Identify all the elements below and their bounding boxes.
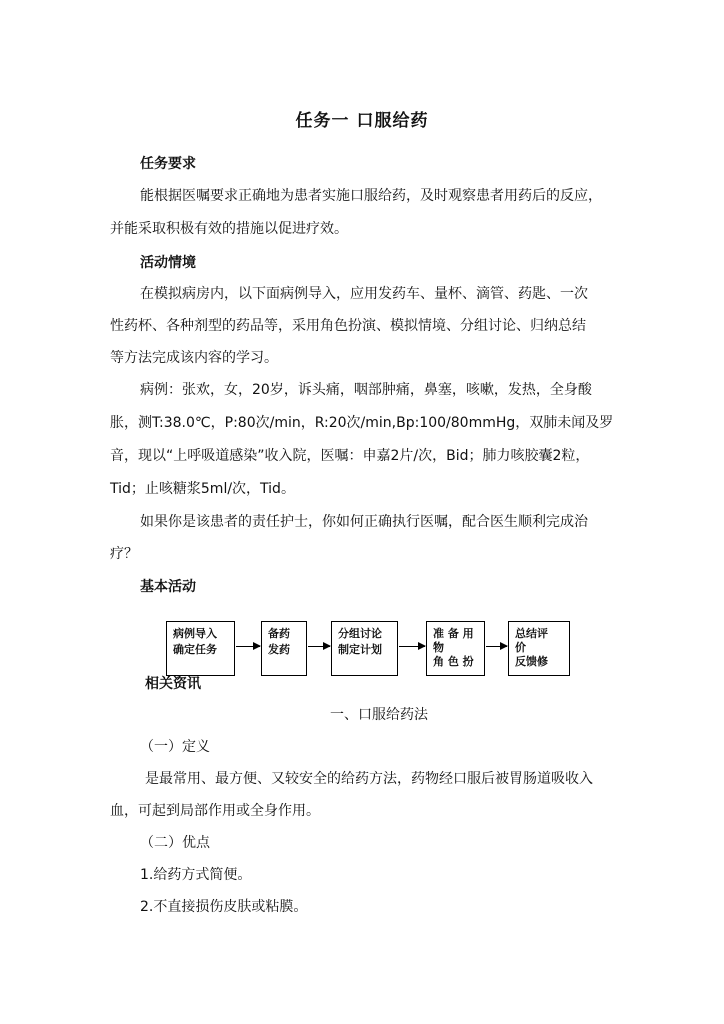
scenario-p2-line-1: 病例：张欢，女，20岁，诉头痛，咽部肿痛，鼻塞，咳嗽，发热，全身酸 [140, 382, 592, 398]
flow-step-4-line-2: 物 [433, 641, 444, 654]
heading-related-info: 相关资讯 [145, 676, 201, 692]
flow-step-2 [261, 621, 307, 676]
scenario-p1-line-1: 在模拟病房内，以下面病例导入，应用发药车、量杯、滴管、药匙、一次 [140, 286, 588, 302]
flow-step-1 [166, 621, 235, 676]
scenario-p2-line-2: 胀，测T:38.0℃，P:80次/min，R:20次/min,Bp:100/80mmHg，双肺未闻及罗 [110, 415, 614, 431]
scenario-p3-line-2: 疗？ [110, 546, 138, 562]
flow-arrow-1 [236, 646, 260, 647]
scenario-p2-line-3: 音，现以“上呼吸道感染”收入院，医嘱：申嘉2片/次，Bid；肺力咳胶囊2粒， [110, 448, 590, 464]
flow-step-5 [508, 621, 570, 676]
flow-step-4 [426, 621, 485, 676]
advantages-heading: （二）优点 [140, 835, 210, 851]
flow-step-2-line-2: 发药 [268, 643, 290, 656]
flow-step-3 [331, 621, 398, 676]
flow-step-5-line-1: 总结评 [515, 627, 548, 640]
definition-heading: （一）定义 [140, 739, 210, 755]
page-title: 任务一 口服给药 [295, 111, 429, 131]
flow-step-2-line-1: 备药 [268, 627, 290, 640]
flow-step-5-line-3: 反馈修 [515, 655, 548, 668]
advantage-item-2: 2.不直接损伤皮肤或粘膜。 [140, 899, 308, 915]
heading-activity: 基本活动 [140, 579, 196, 595]
flow-arrow-4 [486, 646, 507, 647]
flow-step-3-line-2: 制定计划 [338, 643, 382, 656]
flow-step-1-line-1: 病例导入 [173, 627, 217, 640]
scenario-p2-line-4: Tid；止咳糖浆5ml/次，Tid。 [110, 481, 295, 497]
info-subtitle: 一、口服给药法 [330, 707, 428, 723]
scenario-p1-line-2: 性药杯、各种剂型的药品等，采用角色扮演、模拟情境、分组讨论、归纳总结 [110, 318, 586, 334]
flow-arrow-2 [308, 646, 330, 647]
flow-step-4-line-3: 角 色 扮 [433, 655, 474, 668]
definition-line-2: 血，可起到局部作用或全身作用。 [110, 803, 320, 819]
heading-requirements: 任务要求 [140, 156, 196, 172]
flow-step-1-line-2: 确定任务 [173, 643, 217, 656]
scenario-p3-line-1: 如果你是该患者的责任护士，你如何正确执行医嘱，配合医生顺利完成治 [140, 514, 588, 530]
heading-scenario: 活动情境 [140, 255, 196, 271]
definition-line-1: 是最常用、最方便、又较安全的给药方法，药物经口服后被胃肠道吸收入 [145, 771, 593, 787]
scenario-p1-line-3: 等方法完成该内容的学习。 [110, 350, 278, 366]
flow-step-4-line-1: 准 备 用 [433, 627, 474, 640]
flow-step-5-line-2: 价 [515, 641, 526, 654]
flow-step-3-line-1: 分组讨论 [338, 627, 382, 640]
requirements-line-2: 并能采取积极有效的措施以促进疗效。 [110, 221, 348, 237]
advantage-item-1: 1.给药方式简便。 [140, 867, 252, 883]
requirements-line-1: 能根据医嘱要求正确地为患者实施口服给药，及时观察患者用药后的反应， [140, 188, 602, 204]
flow-arrow-3 [399, 646, 425, 647]
